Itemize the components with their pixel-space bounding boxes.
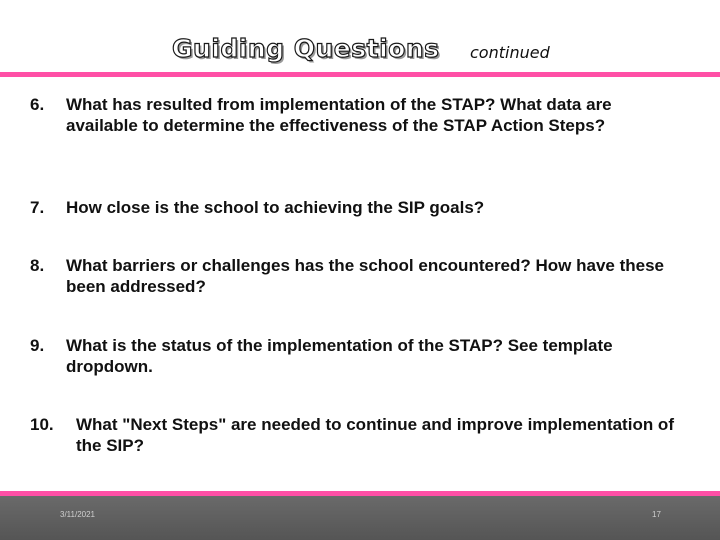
- question-text: What barriers or challenges has the school encountered? How have these been addressed?: [66, 256, 664, 296]
- footer-bar: [0, 496, 720, 540]
- question-number: 6.: [30, 95, 45, 114]
- footer-date: 3/11/2021: [60, 510, 95, 519]
- question-text: How close is the school to achieving the SIP goals?: [66, 198, 485, 217]
- slide-header: [0, 34, 720, 70]
- page-number: 17: [652, 510, 661, 519]
- question-number: 10.: [30, 415, 54, 434]
- question-text: What has resulted from implementation of the STAP? What data are available to determine the effectiveness of the STAP Action Steps?: [66, 95, 612, 135]
- question-number: 7.: [30, 198, 45, 217]
- slide-subtitle: continued: [470, 43, 550, 62]
- question-number: 8.: [30, 256, 45, 275]
- question-text: What is the status of the implementation of the STAP? See template dropdown.: [66, 336, 613, 376]
- header-divider: [0, 72, 720, 77]
- question-number: 9.: [30, 336, 45, 355]
- question-text: What "Next Steps" are needed to continue and improve implementation of the SIP?: [76, 415, 674, 455]
- slide-title: Guiding Questions: [172, 34, 440, 63]
